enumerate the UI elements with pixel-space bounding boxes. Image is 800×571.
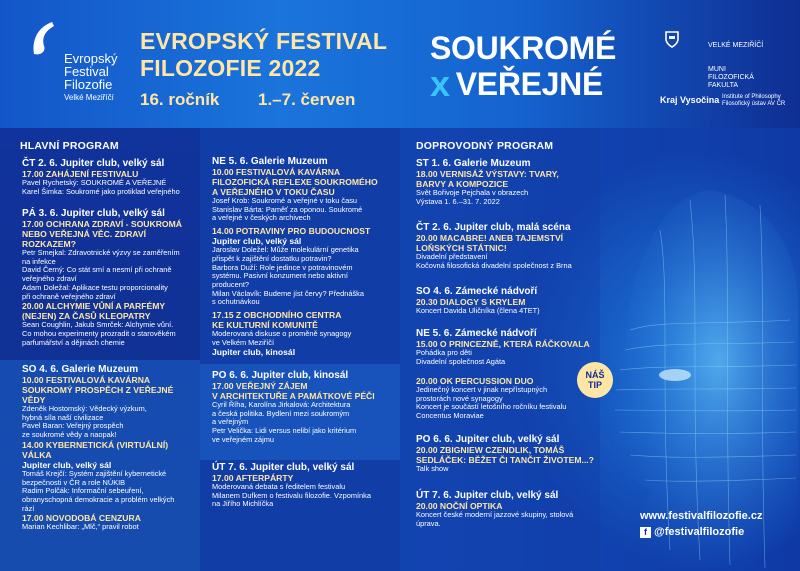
partner-kraj-vysocina: Kraj Vysočina (660, 95, 720, 105)
event-title: 10.00 FESTIVALOVÁ KAVÁRNA (22, 375, 151, 385)
event-detail: Pohádka pro děti (416, 348, 472, 357)
event-title: NEBO VEŘEJNÁ VĚC. ZDRAVÍ (22, 229, 146, 239)
event-title: 20.00 ALCHYMIE VŮNÍ A PARFÉMY (22, 301, 166, 312)
event-detail: Jedinečný koncert v jinak nepřístupných (416, 385, 548, 394)
event-detail: Tomáš Krejčí: Systém zajištění kybernetické (22, 468, 167, 478)
edition: 16. ročník (140, 90, 220, 109)
event-detail: a veřejným (212, 417, 249, 427)
event-detail: Karel Šimka: Soukromé jako protiklad veřejného (22, 186, 180, 196)
partner-logos (660, 30, 790, 120)
event-title: 10.00 FESTIVALOVÁ KAVÁRNA (212, 167, 341, 177)
event-block (416, 222, 606, 270)
header-band (0, 0, 800, 128)
event-detail: Cyril Říha, Karolína Jirkalová: Architektura (212, 400, 351, 409)
festival-logo (28, 20, 138, 115)
event-detail: při ochraně veřejného zdraví (22, 291, 116, 301)
event-detail: Milan Václavík: Budeme jíst červy? Přednáška (212, 288, 364, 298)
event-block (416, 328, 606, 366)
muni-shield-icon (664, 30, 680, 48)
event-title: (NEJEN) ZA ČASŮ KLEOPATRY (22, 311, 151, 322)
event-title: 17.00 OCHRANA ZDRAVÍ - SOUKROMÁ (22, 219, 182, 229)
event-day: SO 4. 6. Zámecké nádvoří (416, 286, 538, 297)
event-detail: Moderovaná diskuse o proměně synagogy (212, 329, 352, 339)
event-title: 20.00 MACABRE! ANEB TAJEMSTVÍ (416, 233, 564, 243)
event-venue: Jupiter club, kinosál (212, 347, 296, 358)
event-title: 17.00 VEŘEJNÝ ZÁJEM (212, 381, 308, 391)
festival-title (140, 28, 387, 82)
event-day: ÚT 7. 6. Jupiter club, velký sál (416, 490, 559, 501)
event-title: FILOZOFICKÁ REFLEXE SOUKROMÉHO (212, 177, 378, 187)
event-detail: Koncert české moderní jazzové skupiny, stolová (416, 510, 574, 519)
event-detail: rází (22, 503, 35, 513)
event-block (416, 376, 596, 421)
facebook-icon: f (640, 527, 651, 538)
main-program-column-2 (200, 128, 400, 571)
event-block (22, 158, 198, 196)
theme-line-2-row (430, 63, 620, 104)
event-day: PO 6. 6. Jupiter club, velký sál (416, 434, 560, 445)
event-title: 20.00 ZBIGNIEW CZENDLIK, TOMÁŠ (416, 445, 565, 455)
event-detail: Concentus Moraviae (416, 411, 484, 421)
event-venue: Jupiter club, velký sál (212, 236, 302, 247)
event-detail: ve Velkém Meziříčí (212, 337, 275, 347)
event-day: ST 1. 6. Galerie Muzeum (416, 158, 531, 169)
festival-dates: 1.–7. červen (258, 90, 356, 109)
event-title: A VEŘEJNÉHO V TOKU ČASU (212, 187, 335, 197)
event-day: ÚT 7. 6. Jupiter club, velký sál (212, 462, 355, 473)
event-title: 15.00 O PRINCEZNĚ, KTERÁ RÁČKOVALA (416, 339, 590, 349)
event-detail: na infekce (22, 256, 56, 266)
event-block (212, 156, 398, 357)
event-day: PÁ 3. 6. Jupiter club, velký sál (22, 208, 165, 219)
event-day: NE 5. 6. Zámecké nádvoří (416, 328, 537, 339)
logo-line-2: Festival (64, 64, 109, 79)
event-detail: producent? (212, 279, 249, 289)
logo-line-3: Filozofie (64, 77, 113, 92)
event-title: KE KULTURNÍ KOMUNITĚ (212, 320, 318, 331)
partner-filosoficky-ustav: Institute of Philosophy Filosofický ústav AV ČR (722, 94, 786, 107)
event-day: ČT 2. 6. Jupiter club, velký sál (22, 158, 165, 169)
event-detail: Moderovaná debata s ředitelem festivalu (212, 482, 346, 491)
logo-wordmark (64, 52, 117, 103)
partner-muni: MUNI FILOZOFICKÁ FAKULTA (708, 66, 754, 89)
event-detail: úprava. (416, 518, 441, 528)
event-block (416, 158, 606, 206)
event-block (212, 462, 398, 509)
event-detail: Marian Kechlibar: „Mlč,“ pravil robot (22, 522, 139, 532)
event-detail: Petr Velička: Lidi versus nelibí jako kritérium (212, 426, 357, 436)
event-detail: Pavel Rychetský: SOUKROMÉ A VEŘEJNÉ (22, 178, 167, 187)
theme-line-2: VEŘEJNÉ (455, 66, 604, 102)
event-title: 18.00 VERNISÁŽ VÝSTAVY: TVARY, (416, 169, 559, 179)
event-block (22, 208, 198, 347)
event-detail: Stanislav Bárta: Paměť za oponou. Soukromé (212, 204, 363, 214)
theme-title (430, 30, 620, 102)
event-block (200, 364, 400, 460)
facebook-handle: @festivalfilozofie (654, 526, 745, 538)
event-detail: s ochutnávkou (212, 297, 260, 307)
event-detail: veřejného zdraví (22, 274, 77, 284)
event-detail: Josef Krob: Soukromé a veřejné v toku času (212, 196, 358, 205)
event-detail: prostorách nové synagogy (416, 393, 503, 403)
event-day: ČT 2. 6. Jupiter club, malá scéna (416, 222, 571, 233)
tip-line-2: TIP (587, 380, 602, 390)
logo-line-1: Evropský (64, 51, 118, 66)
event-block (416, 286, 606, 316)
event-detail: Divadelní společnost Agáta (416, 356, 506, 366)
event-title: 14.00 KYBERNETICKÁ (VIRTUÁLNÍ) (22, 439, 169, 450)
side-program-column (400, 128, 600, 571)
event-detail: systému. Pasivní konzument nebo aktivní (212, 271, 348, 281)
event-detail: David Černý: Co stát smí a nesmí při ochraně (22, 265, 172, 275)
event-title: 20.00 NOČNÍ OPTIKA (416, 501, 503, 511)
event-detail: hybná síla naší civilizace (22, 412, 104, 422)
event-detail: Pavel Baran: Veřejný prospěch (22, 421, 124, 431)
side-program-heading: DOPROVODNÝ PROGRAM (416, 140, 554, 152)
event-block (416, 434, 606, 474)
logo-subtitle: Velké Meziříčí (64, 93, 114, 102)
quote-mark-icon (30, 20, 56, 56)
event-detail: Talk show (416, 464, 449, 473)
event-detail: Radim Polčák: Informační sebeuření, (22, 486, 144, 496)
event-block (0, 360, 200, 571)
event-detail: Koncert je součástí letošního ročníku festivalu (416, 402, 567, 412)
theme-line-1: SOUKROMÉ (430, 30, 617, 66)
event-detail: obranyschopná demokracie a problém velkých (22, 494, 175, 504)
event-title: 14.00 POTRAVINY PRO BUDOUCNOST (212, 226, 371, 237)
event-detail: Zdeněk Hostomský: Vědecký výzkum, (22, 404, 147, 413)
title-line-1: EVROPSKÝ FESTIVAL (140, 28, 388, 54)
event-detail: Výstava 1. 6.–31. 7. 2022 (416, 196, 500, 206)
event-title: VĚDY (22, 395, 46, 405)
event-title: SEDLÁČEK: BĚŽET ČI TANČIT ŽIVOTEM...? (416, 455, 594, 465)
event-venue: Jupiter club, velký sál (22, 459, 112, 470)
event-detail: a česká politika. Bydlení mezi soukromým (212, 408, 350, 418)
event-block (416, 490, 606, 528)
event-title: 17.00 AFTERPÁRTY (212, 473, 294, 483)
event-detail: Koncert Davida Uličníka (člena 4TET) (416, 306, 540, 315)
event-detail: Jaroslav Doležel: Může molekulární genetika (212, 245, 359, 255)
partner-velke-mezirici: VELKÉ MEZIŘÍČÍ (708, 42, 764, 49)
event-title: 20.30 DIALOGY S KRYLEM (416, 297, 526, 307)
event-detail: bezpečnosti v ČR a role NÚKIB (22, 477, 126, 487)
event-title: 17.00 ZAHÁJENÍ FESTIVALU (22, 169, 139, 179)
event-detail: na Jiřího Michlíčka (212, 499, 274, 509)
event-detail: Barbora Duží: Role jedince v potravinovém (212, 262, 353, 272)
event-title: 17.00 NOVODOBÁ CENZURA (22, 513, 141, 524)
event-title: BARVY A KOMPOZICE (416, 179, 509, 189)
event-detail: Svět Bořivoje Pejchala v obrazech (416, 188, 529, 197)
event-detail: přispět k zajištění dostatku potravin? (212, 253, 332, 263)
event-title: V ARCHITEKTUŘE A PAMÁTKOVÉ PÉČI (212, 391, 375, 401)
event-detail: Sean Coughlin, Jakub Smrček: Alchymie vůní. (22, 320, 174, 330)
event-detail: Kočovná filosofická divadelní společnost z Brna (416, 260, 572, 270)
event-title: ROZKAZEM? (22, 239, 76, 249)
event-detail: ve veřejném zájmu (212, 434, 275, 444)
theme-x-mark: x (430, 63, 450, 104)
event-day: NE 5. 6. Galerie Muzeum (212, 156, 328, 167)
event-title: VÁLKA (22, 449, 52, 460)
event-detail: a veřejné v českých archivech (212, 213, 311, 223)
event-day: SO 4. 6. Galerie Muzeum (22, 364, 139, 375)
event-detail: Co mohou experimenty prozradit o starověkém (22, 328, 176, 338)
our-tip-badge (577, 362, 613, 398)
title-line-2: FILOZOFIE 2022 (140, 55, 321, 81)
event-detail: parfumářství a dějinách chemie (22, 337, 125, 347)
facebook-link[interactable] (640, 526, 744, 538)
event-detail: Petr Smejkal: Zdravotnické výzvy se zaměřením (22, 248, 180, 257)
website-link[interactable]: www.festivalfilozofie.cz (640, 510, 763, 522)
event-detail: ze soukromé vědy a naopak! (22, 430, 117, 440)
event-detail: Milanem Dufkem o festivalu filozofie. Vzpomínka (212, 490, 371, 500)
event-day: PO 6. 6. Jupiter club, kinosál (212, 370, 349, 381)
event-title: SOUKROMÝ PROSPĚCH Z VEŘEJNÉ (22, 385, 174, 395)
main-program-column (0, 128, 200, 571)
tip-line-1: NÁŠ (585, 370, 605, 380)
event-title: 20.00 OK PERCUSSION DUO (416, 376, 534, 386)
event-detail: Divadelní představení (416, 252, 488, 261)
event-title: LOŇSKÝCH STÁTNIC! (416, 243, 507, 253)
event-detail: Adam Doležal: Aplikace testu proporcionality (22, 282, 168, 292)
event-title: 17.15 Z OBCHODNÍHO CENTRA (212, 310, 342, 321)
main-program-heading: HLAVNÍ PROGRAM (20, 140, 119, 152)
